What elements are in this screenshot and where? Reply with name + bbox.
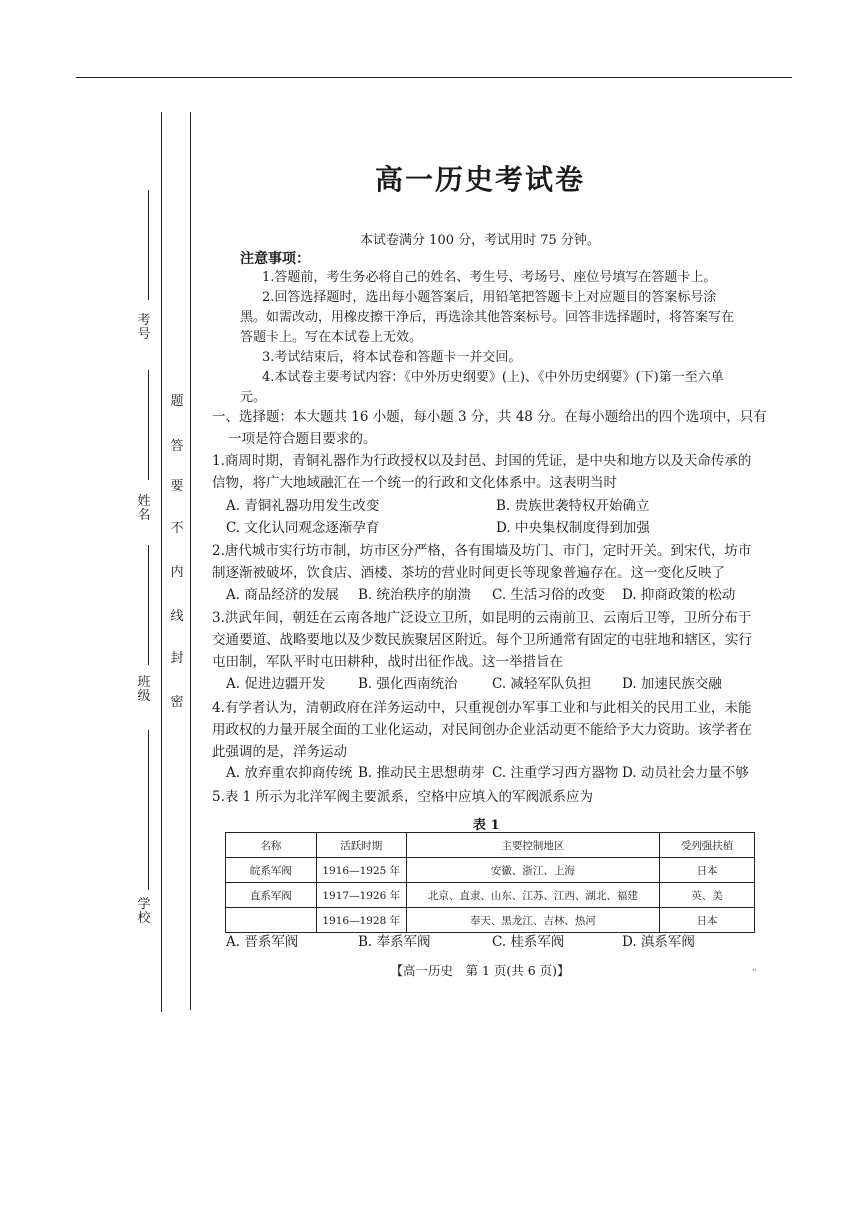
binding-line-outer xyxy=(161,112,162,1012)
note-number: 2. xyxy=(262,290,275,305)
option-b[interactable]: B. 奉系军阀 xyxy=(358,934,431,950)
table-header-cell: 受列强扶植 xyxy=(660,833,755,858)
question-stem: 洪武年间，朝廷在云南各地广泛设立卫所，如昆明的云南前卫、云南后卫等，卫所分布于交通要道、战略要地以及少数民族聚居区附近。每个卫所通常有固定的屯驻地和辖区，实行屯田制，军队平时屯田耕种，战时出征作战。这一举措旨在 xyxy=(212,610,752,670)
field-label-school: 学校 xyxy=(137,897,151,926)
table-cell: 皖系军阀 xyxy=(226,858,317,883)
footer-mark: ·· xyxy=(752,966,758,975)
question-number: 3. xyxy=(212,610,225,626)
note-item xyxy=(240,288,740,348)
question-number: 1. xyxy=(212,453,225,469)
table-cell: 日本 xyxy=(660,908,755,933)
option-d[interactable]: D. 中央集权制度得到加强 xyxy=(496,520,650,536)
field-line-exam-number xyxy=(148,190,149,300)
notes-title: 注意事项： xyxy=(240,251,310,267)
table-cell: 直系军阀 xyxy=(226,883,317,908)
option-a[interactable]: A. 商品经济的发展 xyxy=(226,587,339,603)
field-label-exam-number: 考号 xyxy=(137,313,151,342)
option-d[interactable]: D. 滇系军阀 xyxy=(622,934,695,950)
data-table xyxy=(225,832,755,933)
table-row xyxy=(226,858,755,883)
option-a[interactable]: A. 放弃重农抑商传统 xyxy=(226,765,353,781)
page-footer: 【高一历史 第 1 页(共 6 页)】 xyxy=(390,963,570,978)
exam-info: 本试卷满分 100 分，考试用时 75 分钟。 xyxy=(360,233,600,248)
table-cell: 1916—1925 年 xyxy=(316,858,406,883)
question-stem: 表 1 所示为北洋军阀主要派系，空格中应填入的军阀派系应为 xyxy=(224,789,594,805)
table-cell: 1916—1928 年 xyxy=(316,908,406,933)
seal-char: 要 xyxy=(170,479,184,494)
question-number: 2. xyxy=(212,543,225,559)
table-row xyxy=(226,883,755,908)
table-cell: 日本 xyxy=(660,858,755,883)
question-number: 4. xyxy=(212,700,225,716)
note-text: 考试结束后，将本试卷和答题卡一并交回。 xyxy=(274,350,522,365)
page-title: 高一历史考试卷 xyxy=(374,163,585,196)
seal-char: 答 xyxy=(170,439,184,454)
field-label-name: 姓名 xyxy=(137,494,151,523)
option-c[interactable]: C. 文化认同观念逐渐孕育 xyxy=(226,520,380,536)
option-d[interactable]: D. 抑商政策的松动 xyxy=(622,587,736,603)
question-2 xyxy=(212,540,760,584)
field-label-class: 班级 xyxy=(137,675,151,704)
section-heading: 一、选择题：本大题共 16 小题，每小题 3 分，共 48 分。在每小题给出的四个选项中，只有一项是符合题目要求的。 xyxy=(212,409,767,447)
seal-char: 题 xyxy=(170,394,184,409)
option-a[interactable]: A. 晋系军阀 xyxy=(226,934,299,950)
field-line-school xyxy=(148,730,149,890)
binding-line-inner xyxy=(190,112,191,1010)
option-a[interactable]: A. 促进边疆开发 xyxy=(226,676,326,692)
table-header-row xyxy=(226,833,755,858)
seal-char: 内 xyxy=(170,565,184,580)
note-text: 本试卷主要考试内容：《中外历史纲要》(上)、《中外历史纲要》(下)第一至六单元。 xyxy=(240,370,724,405)
note-item xyxy=(240,268,740,288)
question-number: 5. xyxy=(212,789,225,805)
question-stem: 有学者认为，清朝政府在洋务运动中，只重视创办军事工业和与此相关的民用工业，未能用政权的力量开展全面的工业化运动，对民间创办企业活动更不能给予大力资助。该学者在此强调的是，洋务运动 xyxy=(212,700,752,760)
question-1 xyxy=(212,450,760,494)
table-cell: 1917—1926 年 xyxy=(316,883,406,908)
option-c[interactable]: C. 生活习俗的改变 xyxy=(492,587,605,603)
option-c[interactable]: C. 减轻军队负担 xyxy=(492,676,592,692)
note-text: 回答选择题时，选出每小题答案后，用铅笔把答题卡上对应题目的答案标号涂黑。如需改动，用橡皮擦干净后，再选涂其他答案标号。回答非选择题时，将答案写在答题卡上。写在本试卷上无效。 xyxy=(240,290,735,345)
note-text: 答题前，考生务必将自己的姓名、考生号、考场号、座位号填写在答题卡上。 xyxy=(274,270,717,285)
question-stem: 商周时期，青铜礼器作为行政授权以及封邑、封国的凭证，是中央和地方以及天命传承的信物，将广大地域融汇在一个统一的行政和文化体系中。这表明当时 xyxy=(212,453,752,491)
question-4 xyxy=(212,697,760,763)
option-d[interactable]: D. 加速民族交融 xyxy=(622,676,722,692)
note-item xyxy=(240,368,740,408)
question-3 xyxy=(212,607,760,673)
note-item xyxy=(240,348,740,368)
option-c[interactable]: C. 桂系军阀 xyxy=(492,934,565,950)
seal-char: 封 xyxy=(170,651,184,666)
option-d[interactable]: D. 动员社会力量不够 xyxy=(622,765,749,781)
seal-char: 不 xyxy=(170,521,184,536)
table-cell: 奉天、黑龙江、吉林、热河 xyxy=(406,908,659,933)
table-cell-blank xyxy=(226,908,317,933)
option-c[interactable]: C. 注重学习西方器物 xyxy=(492,765,619,781)
seal-char: 密 xyxy=(170,695,184,710)
table-cell: 安徽、浙江、上海 xyxy=(406,858,659,883)
table-cell: 英、美 xyxy=(660,883,755,908)
option-b[interactable]: B. 统治秩序的崩溃 xyxy=(358,587,472,603)
table-cell: 北京、直隶、山东、江苏、江西、湖北、福建 xyxy=(406,883,659,908)
seal-char: 线 xyxy=(170,609,184,624)
table-title: 表 1 xyxy=(473,818,500,833)
top-rule xyxy=(76,77,792,78)
note-number: 1. xyxy=(262,270,275,285)
note-number: 4. xyxy=(262,370,275,385)
table-row xyxy=(226,908,755,933)
field-line-name xyxy=(148,370,149,480)
question-5 xyxy=(212,786,760,808)
table-header-cell: 活跃时期 xyxy=(316,833,406,858)
option-b[interactable]: B. 推动民主思想萌芽 xyxy=(358,765,485,781)
note-number: 3. xyxy=(262,350,275,365)
option-a[interactable]: A. 青铜礼器功用发生改变 xyxy=(226,498,380,514)
option-b[interactable]: B. 强化西南统治 xyxy=(358,676,458,692)
field-line-class xyxy=(148,545,149,665)
table-header-cell: 名称 xyxy=(226,833,317,858)
question-stem: 唐代城市实行坊市制，坊市区分严格，各有围墙及坊门、市门，定时开关。到宋代，坊市制逐渐被破坏，饮食店、酒楼、茶坊的营业时间更长等现象普遍存在。这一变化反映了 xyxy=(212,543,752,581)
option-b[interactable]: B. 贵族世袭特权开始确立 xyxy=(496,498,650,514)
table-header-cell: 主要控制地区 xyxy=(406,833,659,858)
